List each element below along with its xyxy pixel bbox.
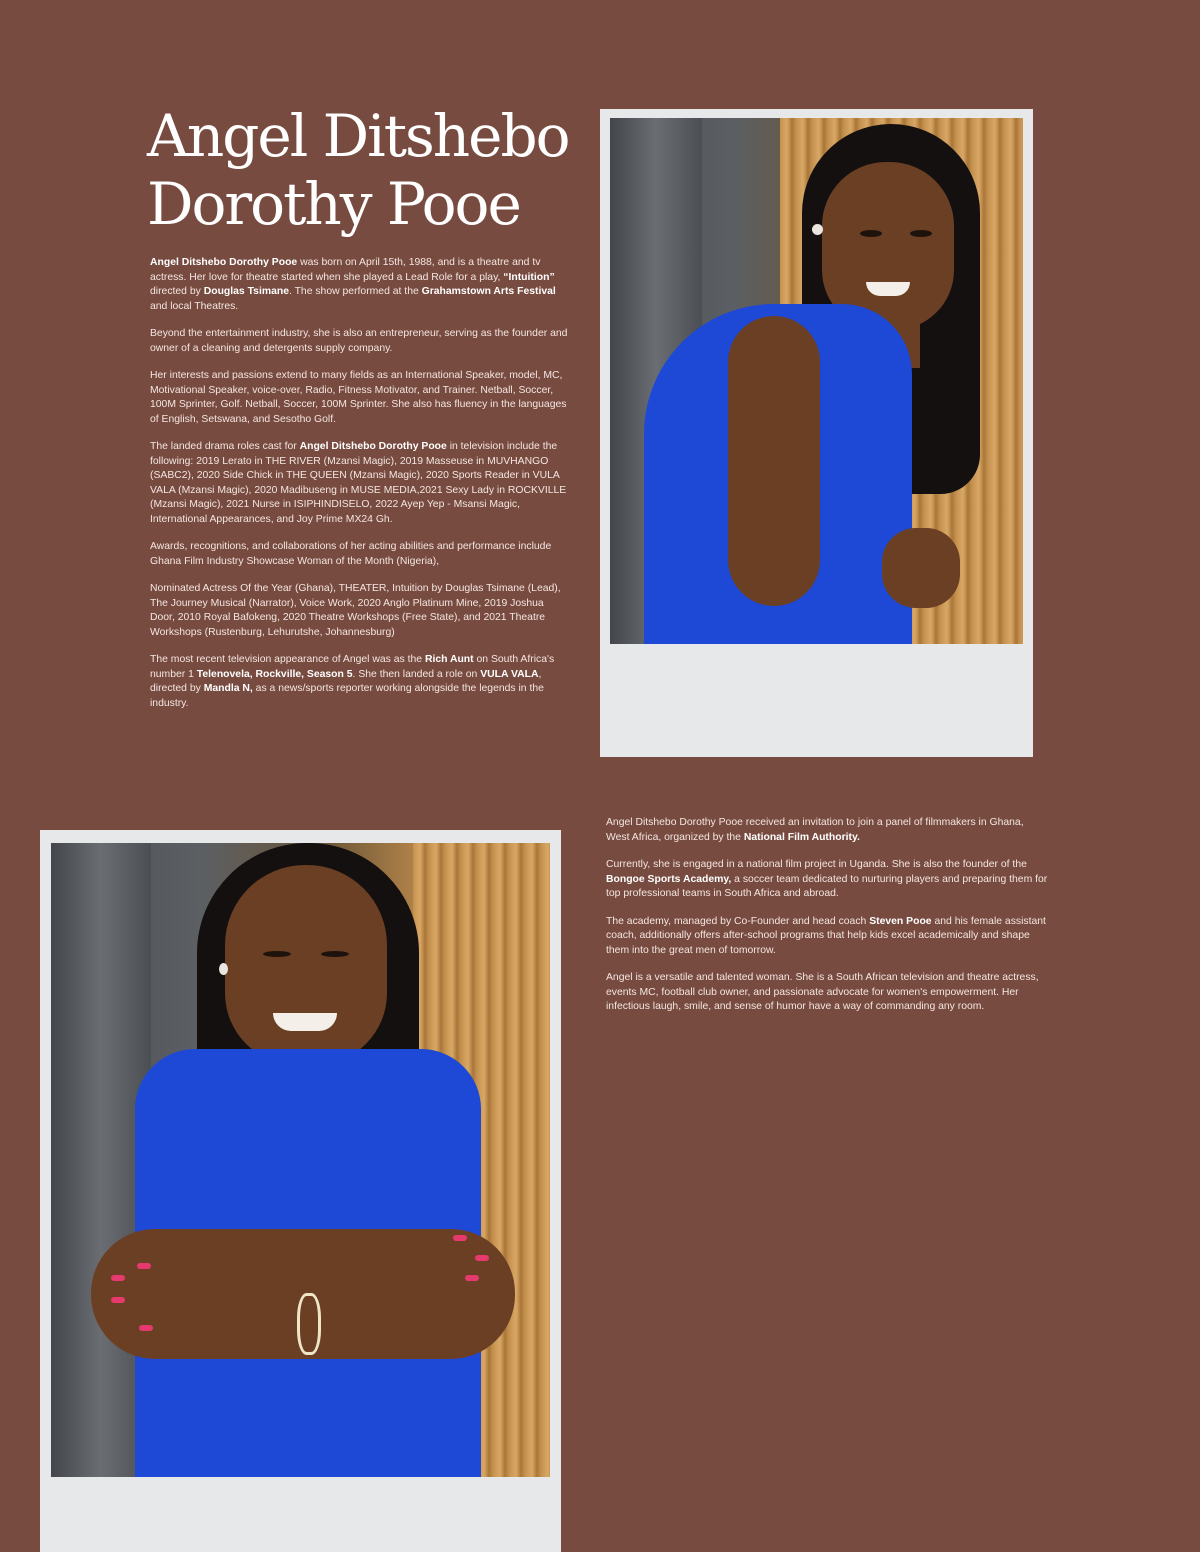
bold-text: “Intuition”	[503, 271, 555, 283]
paragraph	[606, 971, 1048, 1015]
paragraph	[606, 915, 1048, 959]
right-eye	[910, 230, 932, 237]
smile	[273, 1013, 337, 1031]
text: , directed by	[150, 668, 542, 694]
text: Angel is a versatile and talented woman. She is a South African television and theatre actress, events MC, football club owner, and passionate advocate for women's empowerment. Her infectious laugh, smile, and sense of humor have a way of commanding any room.	[606, 972, 1039, 1012]
paragraph	[606, 816, 1048, 845]
bold-text: Angel Ditshebo Dorothy Pooe	[150, 257, 298, 268]
text: Her interests and passions extend to many fields as an International Speaker, model, MC, Motivational Speaker, voice-over, Radio, Fitness Motivator, and Trainer. Netball, Soccer, 100M Sprinter, Golf. Netball, Soccer, 100M Sprinter. She also has fluency in the languages of English, Setswana, and Sesotho Golf.	[150, 370, 567, 425]
text: was born on April 15th, 1988, and is a theatre and tv actress. Her love for theatre started when she played a Lead Role for a play,	[150, 257, 541, 283]
paragraph	[150, 256, 570, 314]
portrait-photo-arms-crossed	[51, 843, 550, 1477]
bold-text: Rich Aunt	[424, 654, 474, 665]
right-eye	[321, 951, 349, 957]
nail	[111, 1275, 125, 1281]
nail	[137, 1263, 151, 1269]
article-title-line-1: Angel Ditshebo	[147, 102, 569, 170]
text: in television include the following: 2019 Lerato in THE RIVER (Mzansi Magic), 2019 Masseuse in MUVHANGO (SABC2), 2020 Side Chick in THE QUEEN (Mzansi Magic), 2020 Sports Reader in VULA VALA (Mzansi Magic), 2020 Madibuseng in MUSE MEDIA,2021 Sexy Lady in ROCKVILLE (Mzansi Magic), 2021 Nurse in ISIPHINDISELO, 2022 Ayep Yep - Msansi Magic, International Appearances, and Joy Prime MX24 Gh.	[150, 441, 567, 525]
left-eye	[263, 951, 291, 957]
text: The most recent television appearance of Angel was as the	[150, 654, 425, 665]
earring	[219, 963, 228, 975]
text: as a news/sports reporter working alongside the legends in the industry.	[150, 683, 544, 709]
text: a soccer team dedicated to nurturing players and preparing them for top professional teams in South Africa and abroad.	[606, 873, 1048, 899]
paragraph	[150, 540, 570, 569]
nail	[453, 1235, 467, 1241]
paragraph	[606, 858, 1048, 902]
paragraph	[150, 582, 570, 640]
text: Awards, recognitions, and collaborations of her acting abilities and performance include Ghana Film Industry Showcase Woman of the Month (Nigeria),	[150, 541, 552, 567]
text: Nominated Actress Of the Year (Ghana), THEATER, Intuition by Douglas Tsimane (Lead), The Journey Musical (Narrator), Voice Work, 2020 Anglo Platinum Mine, 2019 Joshua Door, 2010 Royal Bafokeng, 2020 Theatre Workshops (Free State), and 2021 Theatre Workshops (Rustenburg, Lehurutshe, Johannesburg)	[150, 583, 561, 638]
bold-text: VULA VALA	[480, 668, 539, 680]
text: The landed drama roles cast for	[150, 441, 300, 452]
face	[225, 865, 387, 1065]
text: The academy, managed by Co-Founder and head coach	[606, 915, 870, 927]
paragraph	[150, 440, 570, 527]
arm	[728, 316, 820, 606]
text: Beyond the entertainment industry, she is also an entrepreneur, serving as the founder and owner of a cleaning and detergents supply company.	[150, 328, 568, 354]
nail	[139, 1325, 153, 1331]
article-title-line-2: Dorothy Pooe	[147, 170, 520, 238]
bold-text: Steven Pooe	[869, 915, 932, 927]
hands	[882, 528, 960, 608]
text: and his female assistant coach, additionally offers after-school programs that help kids excel academically and shape them into the great men of tomorrow.	[606, 915, 1046, 956]
polaroid-photo-bottom	[40, 830, 561, 1552]
text: . She then landed a role on	[352, 668, 481, 680]
nail	[465, 1275, 479, 1281]
bold-text: Telenovela, Rockville, Season 5	[196, 668, 353, 680]
bracelet	[297, 1293, 321, 1355]
article-title	[147, 102, 587, 238]
text: and local Theatres.	[150, 300, 239, 312]
nail	[111, 1297, 125, 1303]
bold-text: Angel Ditshebo Dorothy Pooe	[299, 441, 447, 452]
text: Angel Ditshebo Dorothy Pooe received an invitation to join a panel of filmmakers in Ghana, West Africa, organized by the	[606, 817, 1024, 843]
bold-text: Grahamstown Arts Festival	[421, 286, 556, 297]
bold-text: Mandla N,	[203, 683, 253, 694]
left-eye	[860, 230, 882, 237]
nail	[475, 1255, 489, 1261]
earring	[812, 224, 823, 235]
article-body-right	[606, 816, 1048, 1028]
polaroid-photo-top	[600, 109, 1033, 757]
paragraph	[150, 369, 570, 427]
text: directed by	[150, 286, 204, 297]
article-body-left	[150, 256, 570, 724]
bold-text: National Film Authority.	[743, 831, 860, 843]
text: . The show performed at the	[288, 286, 422, 297]
bold-text: Bongoe Sports Academy,	[606, 873, 732, 885]
paragraph	[150, 327, 570, 356]
text: on South Africa's number 1	[150, 654, 555, 680]
portrait-photo-side-pose	[610, 118, 1023, 644]
text: Currently, she is engaged in a national film project in Uganda. She is also the founder of the	[606, 859, 1027, 870]
bold-text: Douglas Tsimane	[203, 286, 289, 297]
paragraph	[150, 653, 570, 711]
